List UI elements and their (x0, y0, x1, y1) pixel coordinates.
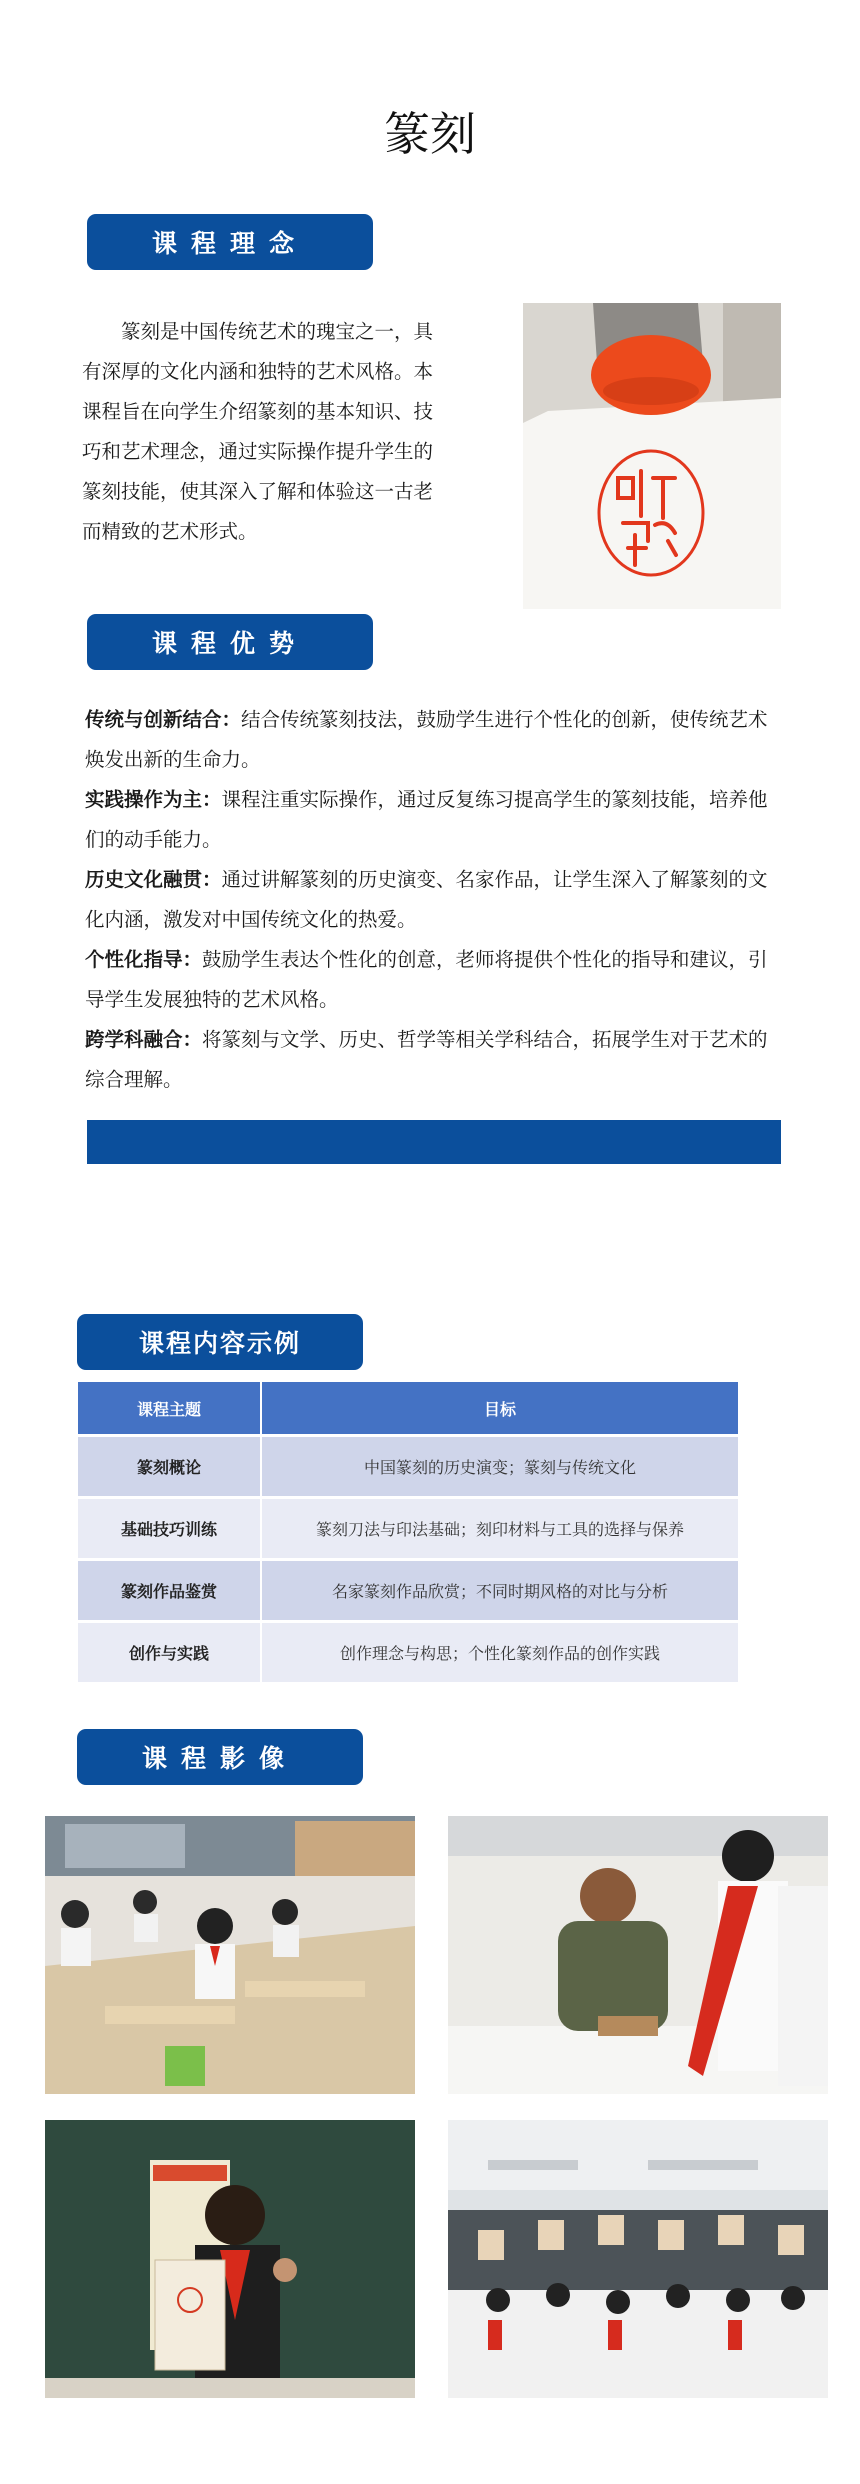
goal-cell: 名家篆刻作品欣赏；不同时期风格的对比与分析 (261, 1560, 738, 1622)
topic-cell: 篆刻概论 (78, 1436, 261, 1498)
advantage-item: 传统与创新结合：结合传统篆刻技法，鼓励学生进行个性化的创新，使传统艺术焕发出新的生命力。 (85, 708, 768, 771)
seal-stamp-photo (523, 303, 781, 609)
table-row (78, 1560, 738, 1622)
column-header-goal: 目标 (261, 1382, 738, 1436)
intro-paragraph: 篆刻是中国传统艺术的瑰宝之一，具有深厚的文化内涵和独特的艺术风格。本课程旨在向学生介绍篆刻的基本知识、技巧和艺术理念，通过实际操作提升学生的篆刻技能，使其深入了解和体验这一古老而精致的艺术形式。 (82, 320, 434, 543)
advantage-item: 跨学科融合：将篆刻与文学、历史、哲学等相关学科结合，拓展学生对于艺术的综合理解。 (85, 1028, 768, 1091)
table-header-row (78, 1382, 738, 1436)
advantage-item: 实践操作为主：课程注重实际操作，通过反复练习提高学生的篆刻技能，培养他们的动手能力。 (85, 788, 768, 851)
section-header-gallery: 课程影像 (77, 1729, 363, 1785)
section-header-advantages: 课程优势 (87, 614, 373, 670)
classroom-photo (45, 1816, 415, 2094)
column-header-topic: 课程主题 (78, 1382, 261, 1436)
advantage-item: 个性化指导：鼓励学生表达个性化的创意，老师将提供个性化的指导和建议，引导学生发展独特的艺术风格。 (85, 948, 768, 1011)
section-header-course-content: 课程内容示例 (77, 1314, 363, 1370)
table-row (78, 1498, 738, 1560)
table-row (78, 1436, 738, 1498)
topic-cell: 创作与实践 (78, 1622, 261, 1684)
advantages-list (85, 700, 775, 1100)
goal-cell: 创作理念与构思；个性化篆刻作品的创作实践 (261, 1622, 738, 1684)
divider-bar (87, 1120, 781, 1164)
group-showing-works-photo (448, 2120, 828, 2398)
course-content-table (78, 1382, 738, 1685)
topic-cell: 基础技巧训练 (78, 1498, 261, 1560)
topic-cell: 篆刻作品鉴赏 (78, 1560, 261, 1622)
teacher-demonstration-photo (448, 1816, 828, 2094)
goal-cell: 中国篆刻的历史演变；篆刻与传统文化 (261, 1436, 738, 1498)
advantage-item: 历史文化融贯：通过讲解篆刻的历史演变、名家作品，让学生深入了解篆刻的文化内涵，激发对中国传统文化的热爱。 (85, 868, 768, 931)
goal-cell: 篆刻刀法与印法基础；刻印材料与工具的选择与保养 (261, 1498, 738, 1560)
page-title: 篆刻 (384, 107, 476, 161)
table-row (78, 1622, 738, 1684)
section-header-concept: 课程理念 (87, 214, 373, 270)
student-with-seal-work-photo (45, 2120, 415, 2398)
